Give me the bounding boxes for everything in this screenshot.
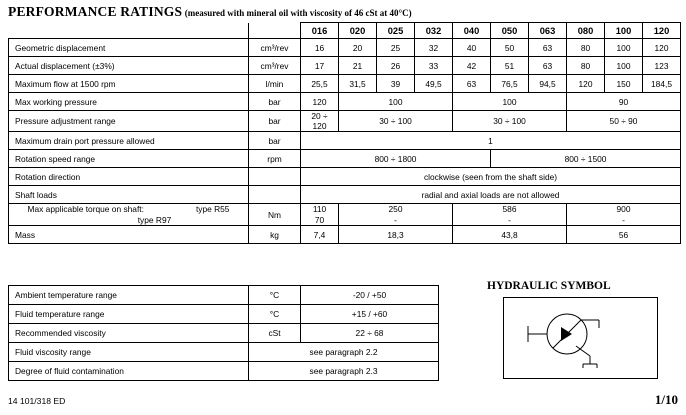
performance-ratings-table xyxy=(8,22,681,244)
value-cell: 33 xyxy=(415,57,453,75)
row-label: Recommended viscosity xyxy=(9,324,249,343)
row-label: Maximum flow at 1500 rpm xyxy=(9,75,249,93)
value-cell: 63 xyxy=(453,75,491,93)
value-cell: see paragraph 2.2 xyxy=(249,343,439,362)
value-cell: 120 xyxy=(301,93,339,111)
row-unit xyxy=(249,186,301,204)
value-cell: 20 ÷ 120 xyxy=(301,111,339,132)
value-cell: 150 xyxy=(605,75,643,93)
row-label: Rotation speed range xyxy=(9,150,249,168)
value-cell: 17 xyxy=(301,57,339,75)
row-unit xyxy=(249,168,301,186)
row-label: Max working pressure xyxy=(9,93,249,111)
value-cell: 80 xyxy=(567,39,605,57)
table-row xyxy=(9,343,439,362)
value-cell: 100 xyxy=(605,57,643,75)
value-cell: clockwise (seen from the shaft side) xyxy=(301,168,681,186)
size-column-header: 080 xyxy=(567,23,605,39)
row-unit: °C xyxy=(249,305,301,324)
row-unit: bar xyxy=(249,93,301,111)
table-row xyxy=(9,286,439,305)
value-cell: 63 xyxy=(529,39,567,57)
size-column-header: 040 xyxy=(453,23,491,39)
value-cell: 586 - xyxy=(453,204,567,226)
table-row xyxy=(9,168,681,186)
size-column-header: 063 xyxy=(529,23,567,39)
row-label: Actual displacement (±3%) xyxy=(9,57,249,75)
row-unit: cSt xyxy=(249,324,301,343)
value-cell: -20 / +50 xyxy=(301,286,439,305)
value-cell: 100 xyxy=(339,93,453,111)
value-cell: 16 xyxy=(301,39,339,57)
table-row-mass xyxy=(9,226,681,244)
value-cell: 800 ÷ 1500 xyxy=(491,150,681,168)
row-label: Ambient temperature range xyxy=(9,286,249,305)
value-cell: 39 xyxy=(377,75,415,93)
row-label: Mass xyxy=(9,226,249,244)
hydraulic-symbol-diagram xyxy=(503,297,658,379)
value-cell: 100 xyxy=(453,93,567,111)
page-title-main: PERFORMANCE RATINGS xyxy=(8,4,183,19)
row-label: Degree of fluid contamination xyxy=(9,362,249,381)
header-blank-unit xyxy=(249,23,301,39)
table-row xyxy=(9,324,439,343)
hydraulic-symbol-svg xyxy=(504,298,657,378)
value-cell: 18,3 xyxy=(339,226,453,244)
value-cell: 7,4 xyxy=(301,226,339,244)
row-unit: l/min xyxy=(249,75,301,93)
value-cell: 90 xyxy=(567,93,681,111)
table-row xyxy=(9,132,681,150)
row-unit: bar xyxy=(249,111,301,132)
value-cell: 900 - xyxy=(567,204,681,226)
row-unit: Nm xyxy=(249,204,301,226)
value-cell: 32 xyxy=(415,39,453,57)
value-cell: 49,5 xyxy=(415,75,453,93)
value-cell: 56 xyxy=(567,226,681,244)
row-unit: bar xyxy=(249,132,301,150)
row-unit: °C xyxy=(249,286,301,305)
value-cell: 110 70 xyxy=(301,204,339,226)
value-cell: see paragraph 2.3 xyxy=(249,362,439,381)
value-cell: 21 xyxy=(339,57,377,75)
size-column-header: 025 xyxy=(377,23,415,39)
row-label: Fluid viscosity range xyxy=(9,343,249,362)
row-unit: rpm xyxy=(249,150,301,168)
page-title xyxy=(8,4,412,20)
value-cell: 40 xyxy=(453,39,491,57)
size-column-header: 032 xyxy=(415,23,453,39)
value-cell: 25 xyxy=(377,39,415,57)
page-title-sub: (measured with mineral oil with viscosity of 46 cSt at 40°C) xyxy=(184,8,412,18)
value-cell: 50 xyxy=(491,39,529,57)
value-cell: 22 ÷ 68 xyxy=(301,324,439,343)
table-row xyxy=(9,362,439,381)
hydraulic-symbol-title: HYDRAULIC SYMBOL xyxy=(487,280,611,292)
table-row xyxy=(9,186,681,204)
table-row xyxy=(9,150,681,168)
value-cell: 31,5 xyxy=(339,75,377,93)
row-unit: cm³/rev xyxy=(249,57,301,75)
size-column-header: 016 xyxy=(301,23,339,39)
value-cell: 100 xyxy=(605,39,643,57)
value-cell: 43,8 xyxy=(453,226,567,244)
page-number: 1/10 xyxy=(654,392,678,407)
table-row xyxy=(9,57,681,75)
value-cell: 51 xyxy=(491,57,529,75)
size-column-header: 020 xyxy=(339,23,377,39)
value-cell: 26 xyxy=(377,57,415,75)
size-column-header: 050 xyxy=(491,23,529,39)
header-blank-label xyxy=(9,23,249,39)
row-label: Max applicable torque on shaft: type R55 type R97 xyxy=(9,204,249,226)
fluid-conditions-table xyxy=(8,285,439,381)
value-cell: radial and axial loads are not allowed xyxy=(301,186,681,204)
row-label: Pressure adjustment range xyxy=(9,111,249,132)
table-row-torque xyxy=(9,204,681,226)
value-cell: 184,5 xyxy=(643,75,681,93)
value-cell: 250 - xyxy=(339,204,453,226)
size-column-header: 120 xyxy=(643,23,681,39)
document-code: 14 101/318 ED xyxy=(8,396,66,406)
value-cell: 20 xyxy=(339,39,377,57)
row-label: Shaft loads xyxy=(9,186,249,204)
value-cell: 30 ÷ 100 xyxy=(339,111,453,132)
value-cell: 80 xyxy=(567,57,605,75)
row-unit: kg xyxy=(249,226,301,244)
value-cell: 76,5 xyxy=(491,75,529,93)
value-cell: 120 xyxy=(643,39,681,57)
value-cell: 63 xyxy=(529,57,567,75)
value-cell: 1 xyxy=(301,132,681,150)
value-cell: 123 xyxy=(643,57,681,75)
value-cell: 800 ÷ 1800 xyxy=(301,150,491,168)
value-cell: 94,5 xyxy=(529,75,567,93)
row-label: Geometric displacement xyxy=(9,39,249,57)
row-unit: cm³/rev xyxy=(249,39,301,57)
value-cell: +15 / +60 xyxy=(301,305,439,324)
value-cell: 30 ÷ 100 xyxy=(453,111,567,132)
table-row xyxy=(9,305,439,324)
value-cell: 25,5 xyxy=(301,75,339,93)
table-header-row xyxy=(9,23,681,39)
table-row xyxy=(9,75,681,93)
value-cell: 42 xyxy=(453,57,491,75)
value-cell: 120 xyxy=(567,75,605,93)
table-row xyxy=(9,93,681,111)
row-label: Fluid temperature range xyxy=(9,305,249,324)
table-row xyxy=(9,39,681,57)
value-cell: 50 ÷ 90 xyxy=(567,111,681,132)
row-label: Rotation direction xyxy=(9,168,249,186)
table-row xyxy=(9,111,681,132)
row-label: Maximum drain port pressure allowed xyxy=(9,132,249,150)
size-column-header: 100 xyxy=(605,23,643,39)
